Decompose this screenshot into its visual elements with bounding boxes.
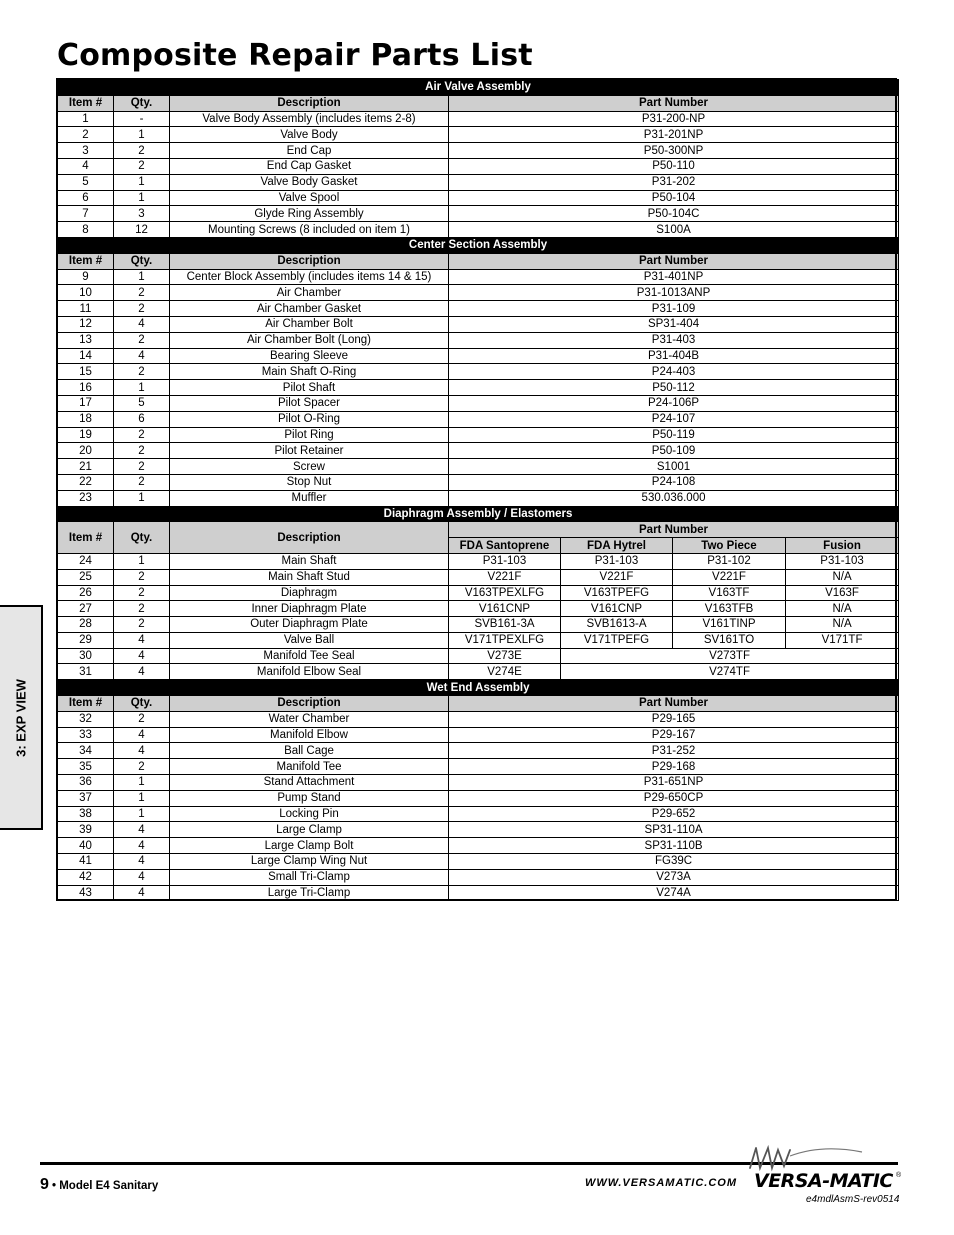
part-number-cell: V171TPEFG [561, 632, 673, 648]
description-cell: Ball Cage [170, 743, 449, 759]
website-url: WWW.VERSAMATIC.COM [585, 1177, 738, 1189]
table-row [58, 664, 899, 680]
part-number-cell: P31-103 [561, 553, 673, 569]
description-cell: Manifold Tee Seal [170, 648, 449, 664]
quantity-cell: 2 [114, 143, 170, 159]
item-number-cell: 1 [58, 111, 114, 127]
part-number-cell: P24-106P [449, 395, 899, 411]
brand-wordmark: VERSA-MATIC [754, 1170, 893, 1192]
part-number-cell: P31-651NP [449, 775, 899, 791]
item-number-cell: 32 [58, 711, 114, 727]
quantity-cell: 4 [114, 727, 170, 743]
subcolumn-header: FDA Hytrel [561, 538, 673, 554]
description-cell: Pump Stand [170, 790, 449, 806]
table-row [58, 648, 899, 664]
description-cell: Locking Pin [170, 806, 449, 822]
table-row [58, 380, 899, 396]
page-title: Composite Repair Parts List [57, 38, 533, 73]
part-number-cell: P31-200-NP [449, 111, 899, 127]
table-row [58, 585, 899, 601]
part-number-cell: V163TF [673, 585, 786, 601]
description-cell: Valve Spool [170, 190, 449, 206]
table-row [58, 459, 899, 475]
table-row [58, 490, 899, 506]
side-tab-label: 3: EXP VIEW [13, 678, 28, 757]
description-cell: Screw [170, 459, 449, 475]
description-cell: Mounting Screws (8 included on item 1) [170, 222, 449, 238]
table-row [58, 775, 899, 791]
item-number-cell: 40 [58, 838, 114, 854]
part-number-cell: V274E [449, 664, 561, 680]
subcolumn-header: Fusion [786, 538, 899, 554]
quantity-cell: 4 [114, 348, 170, 364]
part-number-cell: N/A [786, 569, 899, 585]
part-number-cell: V161TINP [673, 617, 786, 633]
part-number-cell: P50-109 [449, 443, 899, 459]
item-number-cell: 29 [58, 632, 114, 648]
item-number-cell: 5 [58, 174, 114, 190]
table-row [58, 301, 899, 317]
part-number-cell: P31-252 [449, 743, 899, 759]
item-number-cell: 41 [58, 854, 114, 870]
table-row [58, 474, 899, 490]
part-number-cell: P31-109 [449, 301, 899, 317]
part-number-cell: SP31-404 [449, 316, 899, 332]
part-number-cell: P50-119 [449, 427, 899, 443]
description-cell: Pilot O-Ring [170, 411, 449, 427]
item-number-cell: 22 [58, 474, 114, 490]
quantity-cell: 4 [114, 316, 170, 332]
column-header-description: Description [170, 95, 449, 111]
part-number-cell: P29-167 [449, 727, 899, 743]
column-header-row [58, 253, 899, 269]
description-cell: Large Clamp [170, 822, 449, 838]
table-row [58, 332, 899, 348]
table-row [58, 711, 899, 727]
item-number-cell: 11 [58, 301, 114, 317]
table-row [58, 316, 899, 332]
item-number-cell: 26 [58, 585, 114, 601]
part-number-cell: SP31-110B [449, 838, 899, 854]
table-row [58, 174, 899, 190]
quantity-cell: 2 [114, 711, 170, 727]
part-number-cell: P50-104 [449, 190, 899, 206]
description-cell: Outer Diaphragm Plate [170, 617, 449, 633]
table-row [58, 601, 899, 617]
part-number-cell: V163TPEXLFG [449, 585, 561, 601]
table-row [58, 364, 899, 380]
page-number: 9 [40, 1176, 49, 1193]
quantity-cell: 2 [114, 443, 170, 459]
part-number-cell: P29-650CP [449, 790, 899, 806]
part-number-cell: P50-110 [449, 158, 899, 174]
table-row [58, 759, 899, 775]
quantity-cell: 4 [114, 869, 170, 885]
description-cell: Manifold Elbow Seal [170, 664, 449, 680]
column-header-part-number: Part Number [449, 522, 899, 538]
part-number-cell: P31-102 [673, 553, 786, 569]
quantity-cell: 1 [114, 269, 170, 285]
description-cell: Air Chamber Bolt [170, 316, 449, 332]
item-number-cell: 36 [58, 775, 114, 791]
quantity-cell: 2 [114, 617, 170, 633]
quantity-cell: 2 [114, 585, 170, 601]
part-number-cell: 530.036.000 [449, 490, 899, 506]
description-cell: Stand Attachment [170, 775, 449, 791]
part-number-cell: P31-401NP [449, 269, 899, 285]
section-title: Air Valve Assembly [58, 80, 899, 96]
part-number-cell: P50-300NP [449, 143, 899, 159]
section-side-tab [0, 605, 43, 830]
table-row [58, 158, 899, 174]
part-number-cell: SV161TO [673, 632, 786, 648]
item-number-cell: 8 [58, 222, 114, 238]
part-number-cell: V171TF [786, 632, 899, 648]
quantity-cell: 2 [114, 158, 170, 174]
table-row [58, 553, 899, 569]
part-number-cell: SVB161-3A [449, 617, 561, 633]
part-number-cell: P31-103 [449, 553, 561, 569]
quantity-cell: 2 [114, 759, 170, 775]
item-number-cell: 17 [58, 395, 114, 411]
part-number-cell: P31-404B [449, 348, 899, 364]
item-number-cell: 21 [58, 459, 114, 475]
part-number-cell: P29-168 [449, 759, 899, 775]
column-header-item: Item # [58, 696, 114, 712]
part-number-cell: V221F [673, 569, 786, 585]
part-number-cell: P31-201NP [449, 127, 899, 143]
quantity-cell: 4 [114, 632, 170, 648]
part-number-cell: P31-103 [786, 553, 899, 569]
item-number-cell: 33 [58, 727, 114, 743]
section-header [58, 237, 899, 253]
table-row [58, 727, 899, 743]
section-header [58, 680, 899, 696]
item-number-cell: 39 [58, 822, 114, 838]
quantity-cell: 4 [114, 838, 170, 854]
part-number-cell: V273TF [561, 648, 899, 664]
section-header [58, 506, 899, 522]
table-row [58, 143, 899, 159]
description-cell: Large Clamp Bolt [170, 838, 449, 854]
item-number-cell: 42 [58, 869, 114, 885]
description-cell: Pilot Ring [170, 427, 449, 443]
item-number-cell: 43 [58, 885, 114, 901]
quantity-cell: 1 [114, 775, 170, 791]
part-number-cell: P29-165 [449, 711, 899, 727]
item-number-cell: 35 [58, 759, 114, 775]
part-number-cell: V221F [449, 569, 561, 585]
item-number-cell: 20 [58, 443, 114, 459]
column-header-description: Description [170, 253, 449, 269]
table-row [58, 443, 899, 459]
part-number-cell: V163TPEFG [561, 585, 673, 601]
item-number-cell: 12 [58, 316, 114, 332]
column-header-item: Item # [58, 522, 114, 554]
description-cell: Large Tri-Clamp [170, 885, 449, 901]
section-title: Wet End Assembly [58, 680, 899, 696]
description-cell: Main Shaft [170, 553, 449, 569]
column-header-row [58, 522, 899, 538]
part-number-cell: P24-403 [449, 364, 899, 380]
description-cell: Air Chamber [170, 285, 449, 301]
item-number-cell: 16 [58, 380, 114, 396]
item-number-cell: 6 [58, 190, 114, 206]
table-row [58, 206, 899, 222]
table-row [58, 617, 899, 633]
subcolumn-header: FDA Santoprene [449, 538, 561, 554]
quantity-cell: 1 [114, 806, 170, 822]
item-number-cell: 31 [58, 664, 114, 680]
item-number-cell: 30 [58, 648, 114, 664]
description-cell: Pilot Spacer [170, 395, 449, 411]
description-cell: Small Tri-Clamp [170, 869, 449, 885]
description-cell: Valve Body [170, 127, 449, 143]
item-number-cell: 10 [58, 285, 114, 301]
quantity-cell: 1 [114, 127, 170, 143]
description-cell: Water Chamber [170, 711, 449, 727]
part-number-cell: V273A [449, 869, 899, 885]
part-number-cell: P24-107 [449, 411, 899, 427]
part-number-cell: P31-1013ANP [449, 285, 899, 301]
quantity-cell: 2 [114, 569, 170, 585]
table-row [58, 395, 899, 411]
part-number-cell: S1001 [449, 459, 899, 475]
part-number-cell: FG39C [449, 854, 899, 870]
quantity-cell: 2 [114, 301, 170, 317]
description-cell: Bearing Sleeve [170, 348, 449, 364]
quantity-cell: 4 [114, 743, 170, 759]
table-row [58, 427, 899, 443]
description-cell: Glyde Ring Assembly [170, 206, 449, 222]
item-number-cell: 28 [58, 617, 114, 633]
part-number-cell: P24-108 [449, 474, 899, 490]
quantity-cell: 1 [114, 490, 170, 506]
description-cell: Inner Diaphragm Plate [170, 601, 449, 617]
description-cell: Valve Ball [170, 632, 449, 648]
quantity-cell: 1 [114, 380, 170, 396]
table-row [58, 411, 899, 427]
quantity-cell: 5 [114, 395, 170, 411]
quantity-cell: 2 [114, 364, 170, 380]
table-row [58, 790, 899, 806]
item-number-cell: 37 [58, 790, 114, 806]
item-number-cell: 38 [58, 806, 114, 822]
quantity-cell: 1 [114, 190, 170, 206]
item-number-cell: 14 [58, 348, 114, 364]
description-cell: Pilot Retainer [170, 443, 449, 459]
item-number-cell: 2 [58, 127, 114, 143]
description-cell: Air Chamber Gasket [170, 301, 449, 317]
page-label: • Model E4 Sanitary [52, 1180, 159, 1192]
part-number-cell: P50-104C [449, 206, 899, 222]
quantity-cell: 2 [114, 332, 170, 348]
part-number-cell: V161CNP [561, 601, 673, 617]
quantity-cell: 4 [114, 854, 170, 870]
table-row [58, 348, 899, 364]
table-row [58, 822, 899, 838]
part-number-cell: V171TPEXLFG [449, 632, 561, 648]
column-header-qty: Qty. [114, 95, 170, 111]
table-row [58, 190, 899, 206]
item-number-cell: 23 [58, 490, 114, 506]
column-header-row [58, 95, 899, 111]
description-cell: Pilot Shaft [170, 380, 449, 396]
quantity-cell: 6 [114, 411, 170, 427]
item-number-cell: 7 [58, 206, 114, 222]
part-number-cell: N/A [786, 601, 899, 617]
subcolumn-header: Two Piece [673, 538, 786, 554]
table-row [58, 632, 899, 648]
table-row [58, 269, 899, 285]
column-header-qty: Qty. [114, 253, 170, 269]
column-header-qty: Qty. [114, 696, 170, 712]
table-row [58, 838, 899, 854]
part-number-cell: V274A [449, 885, 899, 901]
quantity-cell: 12 [114, 222, 170, 238]
table-row [58, 569, 899, 585]
description-cell: Valve Body Assembly (includes items 2-8) [170, 111, 449, 127]
part-number-cell: V221F [561, 569, 673, 585]
column-header-item: Item # [58, 253, 114, 269]
registered-mark: ® [896, 1172, 902, 1179]
table-row [58, 869, 899, 885]
item-number-cell: 15 [58, 364, 114, 380]
part-number-cell: V163TFB [673, 601, 786, 617]
table-row [58, 806, 899, 822]
quantity-cell: 1 [114, 553, 170, 569]
quantity-cell: 2 [114, 474, 170, 490]
table-row [58, 854, 899, 870]
part-number-cell: P29-652 [449, 806, 899, 822]
column-header-description: Description [170, 522, 449, 554]
description-cell: Manifold Elbow [170, 727, 449, 743]
item-number-cell: 18 [58, 411, 114, 427]
column-header-part-number: Part Number [449, 253, 899, 269]
part-number-cell: N/A [786, 617, 899, 633]
column-header-qty: Qty. [114, 522, 170, 554]
part-number-cell: V273E [449, 648, 561, 664]
quantity-cell: 4 [114, 822, 170, 838]
table-row [58, 285, 899, 301]
description-cell: Manifold Tee [170, 759, 449, 775]
description-cell: Main Shaft O-Ring [170, 364, 449, 380]
description-cell: Muffler [170, 490, 449, 506]
section-title: Center Section Assembly [58, 237, 899, 253]
part-number-cell: P50-112 [449, 380, 899, 396]
description-cell: Large Clamp Wing Nut [170, 854, 449, 870]
quantity-cell: 2 [114, 459, 170, 475]
item-number-cell: 19 [58, 427, 114, 443]
quantity-cell: 4 [114, 664, 170, 680]
part-number-cell: P31-202 [449, 174, 899, 190]
quantity-cell: 1 [114, 790, 170, 806]
description-cell: Stop Nut [170, 474, 449, 490]
quantity-cell: 3 [114, 206, 170, 222]
column-header-description: Description [170, 696, 449, 712]
part-number-cell: SP31-110A [449, 822, 899, 838]
description-cell: Main Shaft Stud [170, 569, 449, 585]
part-number-cell: SVB1613-A [561, 617, 673, 633]
part-number-cell: V274TF [561, 664, 899, 680]
quantity-cell: - [114, 111, 170, 127]
quantity-cell: 4 [114, 648, 170, 664]
item-number-cell: 34 [58, 743, 114, 759]
item-number-cell: 3 [58, 143, 114, 159]
description-cell: Valve Body Gasket [170, 174, 449, 190]
quantity-cell: 4 [114, 885, 170, 901]
table-row [58, 222, 899, 238]
column-header-part-number: Part Number [449, 95, 899, 111]
column-header-part-number: Part Number [449, 696, 899, 712]
part-number-cell: P31-403 [449, 332, 899, 348]
description-cell: Diaphragm [170, 585, 449, 601]
part-number-cell: V163F [786, 585, 899, 601]
item-number-cell: 25 [58, 569, 114, 585]
description-cell: Center Block Assembly (includes items 14 & 15) [170, 269, 449, 285]
document-code: e4mdlAsmS-rev0514 [806, 1194, 900, 1205]
item-number-cell: 9 [58, 269, 114, 285]
table-row [58, 743, 899, 759]
parts-table [57, 79, 899, 901]
quantity-cell: 2 [114, 601, 170, 617]
description-cell: Air Chamber Bolt (Long) [170, 332, 449, 348]
item-number-cell: 24 [58, 553, 114, 569]
quantity-cell: 2 [114, 285, 170, 301]
section-header [58, 80, 899, 96]
section-title: Diaphragm Assembly / Elastomers [58, 506, 899, 522]
part-number-cell: S100A [449, 222, 899, 238]
description-cell: End Cap [170, 143, 449, 159]
item-number-cell: 13 [58, 332, 114, 348]
table-row [58, 111, 899, 127]
quantity-cell: 1 [114, 174, 170, 190]
description-cell: End Cap Gasket [170, 158, 449, 174]
part-number-cell: V161CNP [449, 601, 561, 617]
quantity-cell: 2 [114, 427, 170, 443]
item-number-cell: 27 [58, 601, 114, 617]
column-header-row [58, 696, 899, 712]
table-row [58, 885, 899, 901]
item-number-cell: 4 [58, 158, 114, 174]
column-header-item: Item # [58, 95, 114, 111]
table-row [58, 127, 899, 143]
